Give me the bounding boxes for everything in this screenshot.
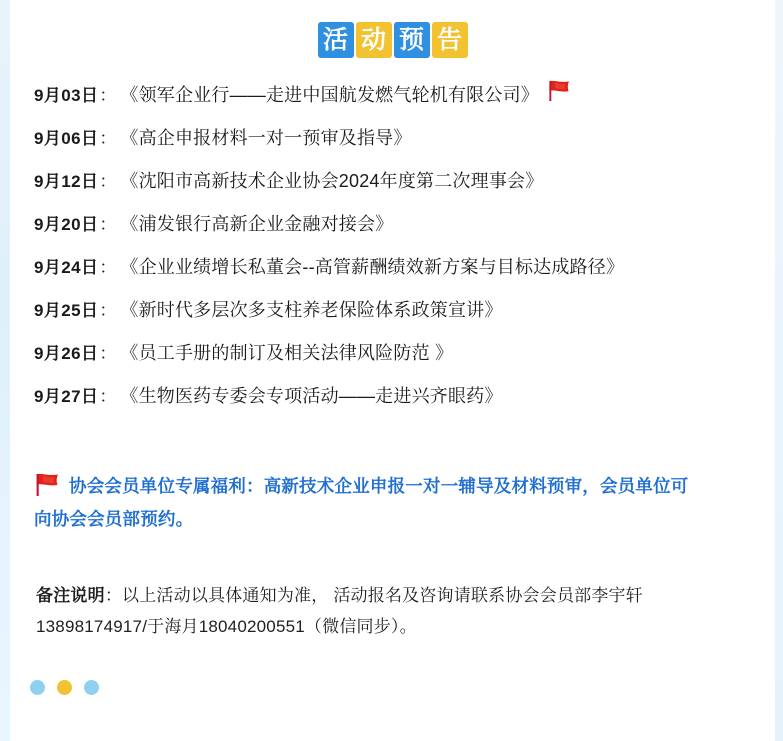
poster-content [10,0,775,741]
banner-char-text-2: 动 [360,26,386,54]
note-text-1: 以上活动以具体通知为准， 活动报名及咨询请联系协会会员部李宇轩 [122,586,643,605]
event-colon: ： [99,387,117,406]
dot-3 [84,680,99,695]
banner-char-text-1: 活 [322,26,348,54]
event-date: 9月25日 [34,301,99,320]
event-title: 《领军企业行——走进中国航发燃气轮机有限公司》 [120,84,539,105]
event-row [10,72,775,115]
right-gradient-strip [775,0,783,741]
event-title: 《高企申报材料一对一预审及指导》 [120,127,412,148]
event-colon: ： [99,129,117,148]
event-row [10,244,775,287]
dot-1 [30,680,45,695]
event-date: 9月03日 [34,86,99,105]
left-gradient-strip [0,0,10,741]
banner-char-text-3: 预 [398,26,424,54]
event-date: 9月24日 [34,258,99,277]
event-colon: ： [99,344,117,363]
event-row [10,201,775,244]
event-colon: ： [99,86,117,105]
banner-title [10,14,775,66]
event-date: 9月12日 [34,172,99,191]
banner-char-text-4: 告 [436,26,462,54]
member-benefit-block [34,470,750,535]
note-line-1 [36,580,752,611]
note-line-2: 13898174917/于海月18040200551（微信同步）。 [36,617,417,636]
red-flag-icon [34,473,60,502]
note-block [36,580,752,642]
event-title: 《沈阳市高新技术企业协会2024年度第二次理事会》 [120,170,544,191]
event-date: 9月27日 [34,387,99,406]
event-colon: ： [99,301,117,320]
member-benefit-text-2: 向协会会员部预约。 [34,509,194,529]
banner-char-1 [318,22,354,58]
member-benefit-line-1 [34,470,750,502]
red-flag-icon [547,80,571,107]
dot-2 [57,680,72,695]
member-benefit-text-1: 协会会员单位专属福利：高新技术企业申报一对一辅导及材料预审，会员单位可 [69,476,689,496]
event-row [10,373,775,416]
note-label: 备注说明 [36,586,105,605]
event-colon: ： [99,172,117,191]
event-row [10,115,775,158]
event-title: 《员工手册的制订及相关法律风险防范 》 [120,342,454,363]
event-date: 9月26日 [34,344,99,363]
event-title: 《生物医药专委会专项活动——走进兴齐眼药》 [120,385,503,406]
event-row [10,287,775,330]
event-title: 《浦发银行高新企业金融对接会》 [120,213,394,234]
banner-title-chars [317,22,469,58]
banner-char-2 [356,22,392,58]
event-colon: ： [99,215,117,234]
event-list [10,72,775,416]
event-title: 《企业业绩增长私董会--高管薪酬绩效新方案与目标达成路径》 [120,256,625,277]
event-date: 9月06日 [34,129,99,148]
banner-char-3 [394,22,430,58]
event-title: 《新时代多层次多支柱养老保险体系政策宣讲》 [120,299,503,320]
banner-char-4 [432,22,468,58]
event-row [10,330,775,373]
event-row [10,158,775,201]
decorative-dots [30,680,99,695]
event-colon: ： [99,258,117,277]
event-date: 9月20日 [34,215,99,234]
note-colon: ： [104,586,123,605]
